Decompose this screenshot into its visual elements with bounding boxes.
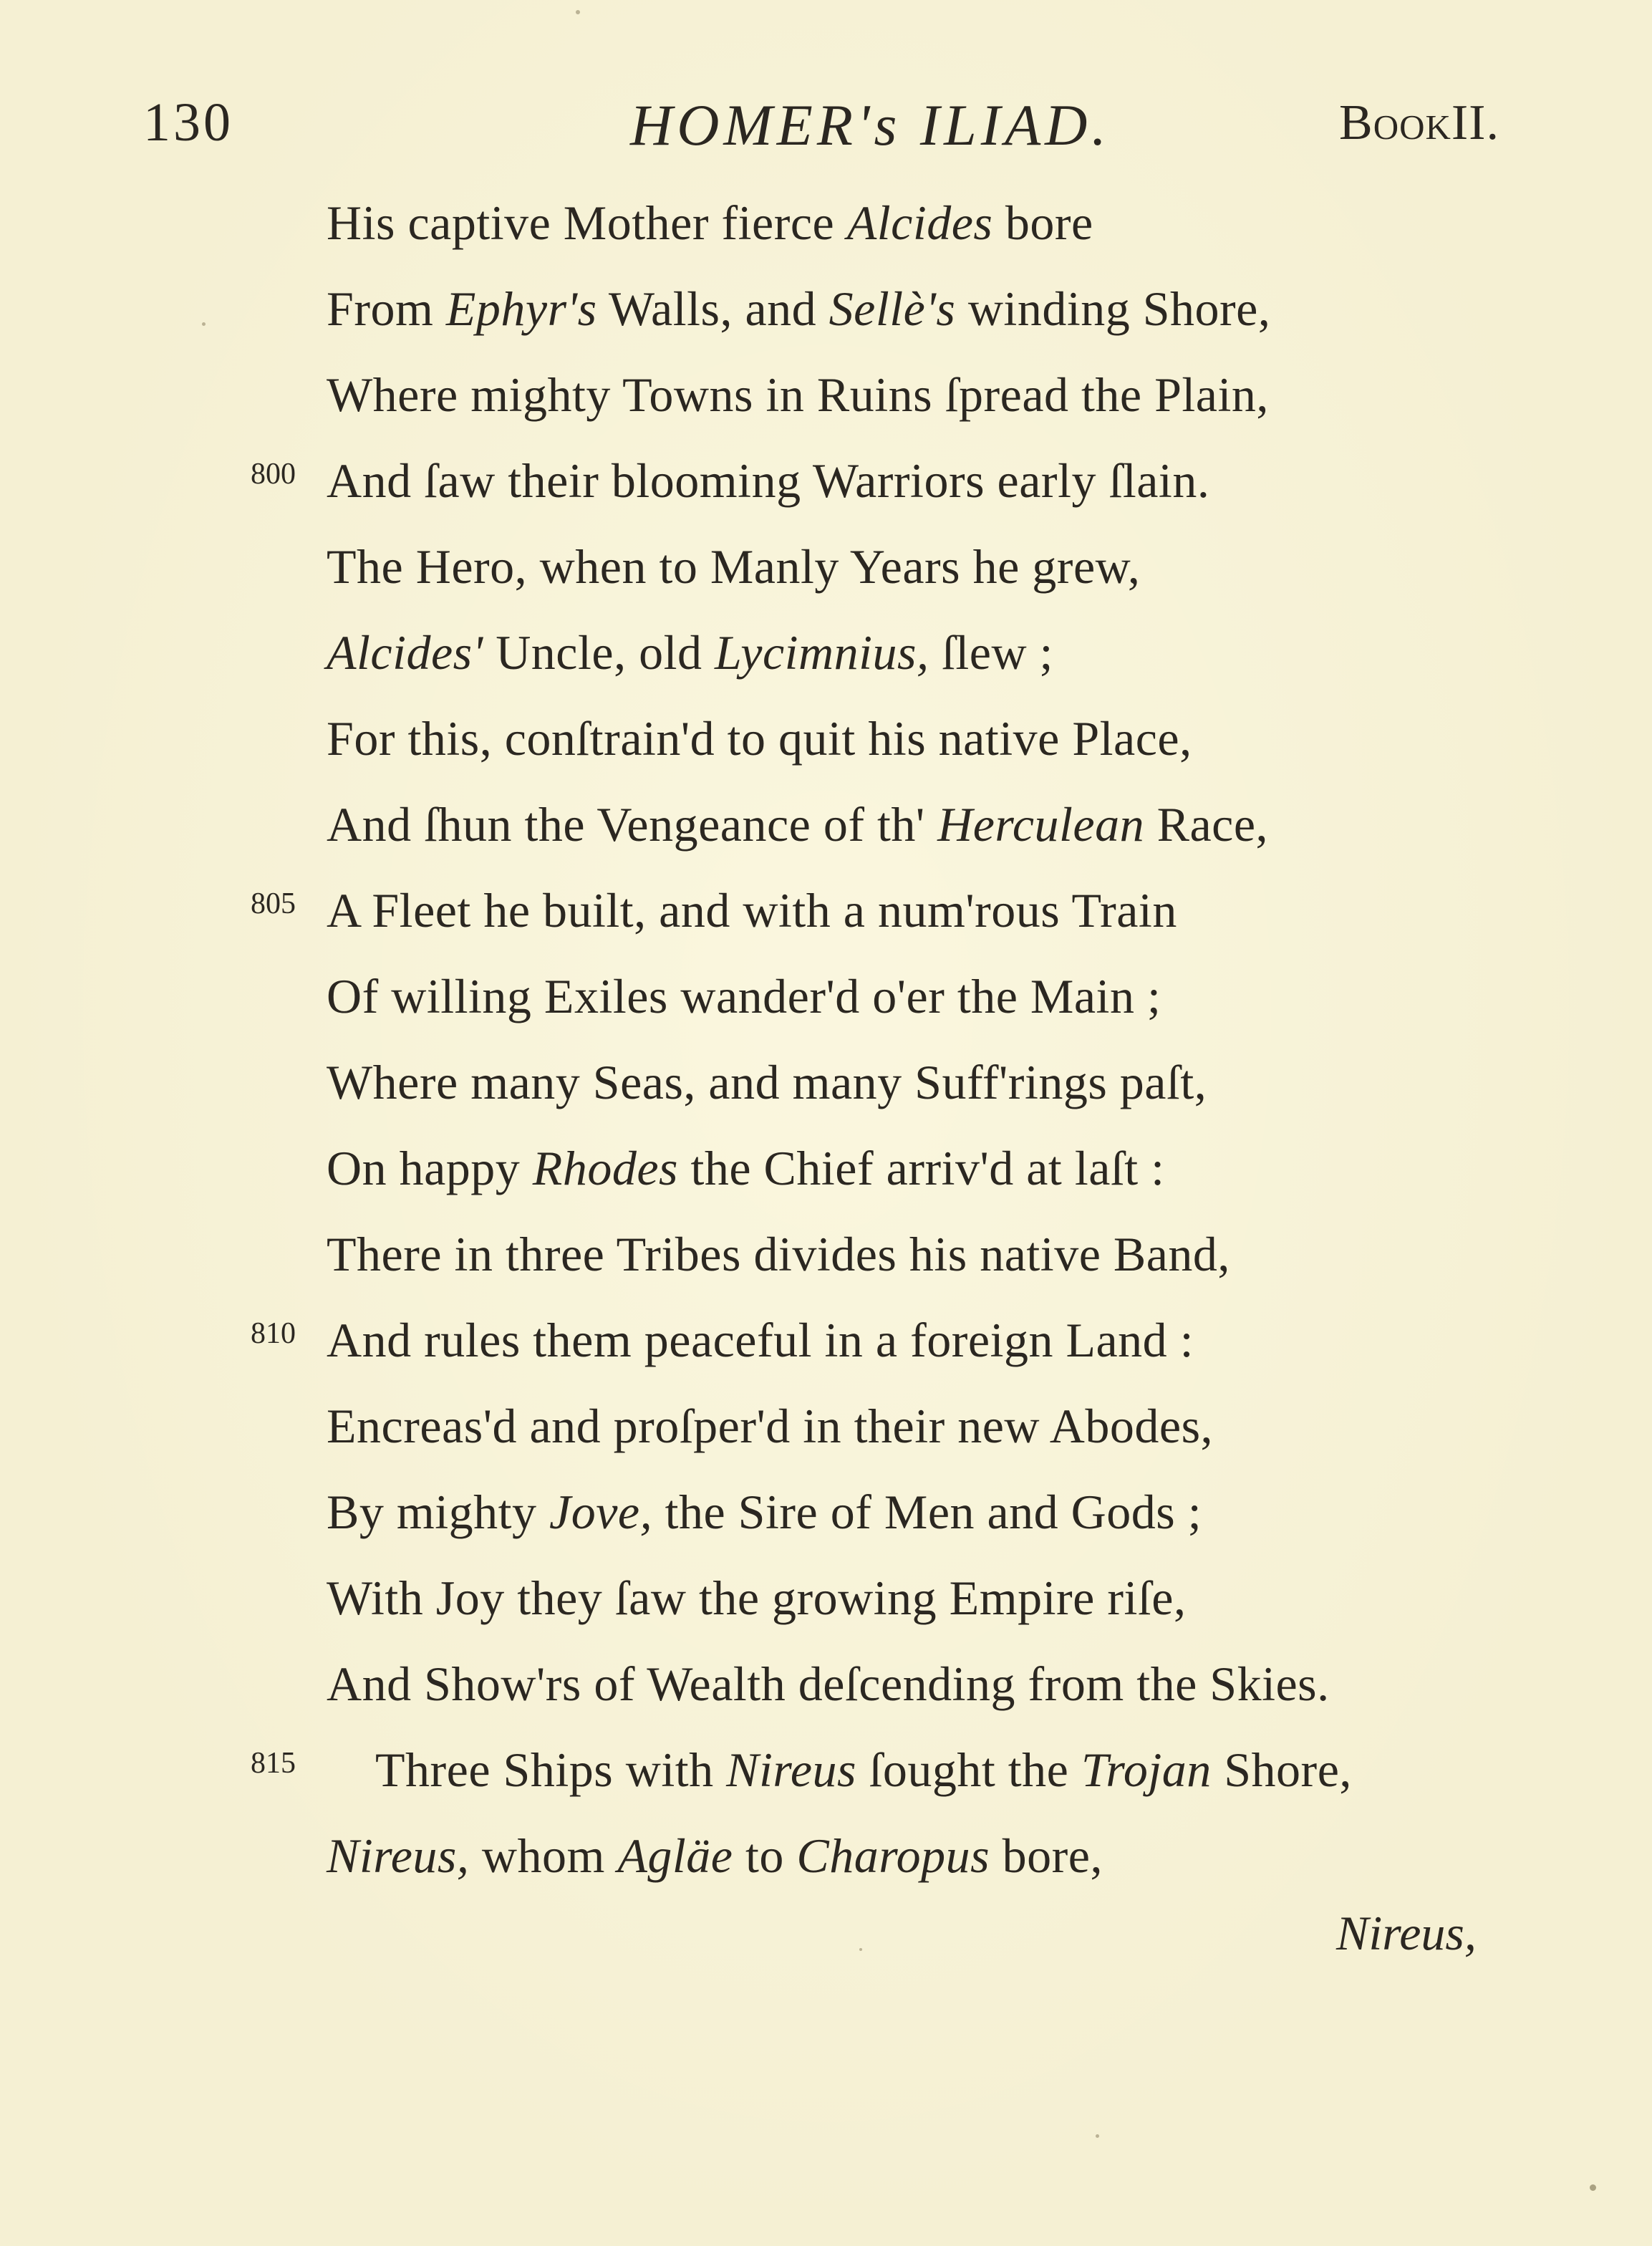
verse-italic-text: Ephyr's	[445, 281, 597, 336]
verse-text: the Chief arriv'd at laſt :	[677, 1141, 1165, 1195]
verse-text: the Sire of Men and Gods ;	[652, 1485, 1202, 1539]
verse-text: And ſaw their blooming Warriors early ſlain.	[327, 453, 1210, 508]
catchword: Nireus,	[1336, 1906, 1477, 1960]
verse-line	[327, 539, 1140, 595]
verse-text: to	[733, 1828, 797, 1883]
verse-line	[327, 1398, 1213, 1455]
paper-speck	[202, 322, 206, 326]
verse-italic-text: Lycimnius,	[714, 625, 929, 680]
verse-italic-text: Nireus,	[327, 1828, 470, 1883]
verse-text: A Fleet he built, and with a num'rous Train	[327, 883, 1177, 938]
running-title: HOMER's ILIAD.	[630, 92, 1111, 158]
verse-text: And Show'rs of Wealth deſcending from the Skies.	[327, 1657, 1330, 1711]
verse-italic-text: Charopus	[796, 1828, 990, 1883]
verse-line	[327, 1656, 1330, 1712]
verse-text: The Hero, when to Manly Years he grew,	[327, 539, 1141, 594]
verse-text: And ſhun the Vengeance of th'	[327, 797, 938, 852]
verse-text: Encreas'd and proſper'd in their new Abodes,	[327, 1399, 1214, 1453]
verse-text: Race,	[1144, 797, 1269, 852]
verse-italic-text: Alcides	[846, 196, 993, 250]
verse-line	[327, 367, 1269, 423]
verse-italic-text: Rhodes	[532, 1141, 678, 1195]
verse-line	[327, 1570, 1186, 1626]
verse-text: Shore,	[1211, 1743, 1352, 1797]
verse-line	[327, 625, 1053, 681]
verse-italic-text: Sellè's	[829, 281, 956, 336]
verse-text: ſlew ;	[929, 625, 1053, 680]
verse-text: Three Ships with	[375, 1743, 727, 1797]
verse-text: Walls, and	[596, 281, 829, 336]
verse-text: whom	[469, 1828, 618, 1883]
book-numeral: II.	[1451, 95, 1499, 150]
verse-text: And rules them peaceful in a foreign Land :	[327, 1313, 1194, 1367]
verse-text: Where mighty Towns in Ruins ſpread the Plain,	[327, 367, 1269, 422]
verse-line	[327, 453, 1209, 509]
page-number: 130	[143, 92, 233, 153]
verse-text: From	[327, 281, 446, 336]
verse-line	[375, 1742, 1352, 1798]
verse-line	[327, 882, 1177, 939]
line-number: 805	[251, 887, 296, 920]
paper-speck	[576, 10, 580, 14]
verse-text: ſought the	[856, 1743, 1081, 1797]
verse-line	[327, 1054, 1207, 1111]
verse-italic-text: Agläe	[617, 1828, 733, 1883]
verse-line	[327, 710, 1192, 767]
book-label	[1339, 95, 1499, 152]
verse-text: There in three Tribes divides his native Band,	[327, 1227, 1230, 1281]
verse-text: With Joy they ſaw the growing Empire riſe,	[327, 1571, 1187, 1625]
verse-text: Of willing Exiles wander'd o'er the Main ;	[327, 969, 1161, 1023]
verse-text: bore	[992, 196, 1093, 250]
verse-line	[327, 1484, 1202, 1541]
verse-text: Where many Seas, and many Suff'rings paſt,	[327, 1055, 1207, 1109]
verse-line	[327, 968, 1161, 1025]
verse-text: winding Shore,	[955, 281, 1271, 336]
verse-line	[327, 1140, 1165, 1197]
verse-text: His captive Mother fierce	[327, 196, 847, 250]
verse-text: For this, conſtrain'd to quit his native Place,	[327, 711, 1192, 766]
verse-line	[327, 281, 1270, 337]
line-number: 810	[251, 1317, 296, 1350]
line-number: 800	[251, 458, 296, 491]
verse-line	[327, 796, 1268, 853]
verse-line	[327, 1226, 1230, 1283]
verse-italic-text: Trojan	[1081, 1743, 1212, 1797]
book-word: Book	[1339, 95, 1451, 150]
verse-line	[327, 1828, 1103, 1884]
paper-speck	[1096, 2134, 1099, 2138]
paper-speck	[859, 1948, 862, 1951]
verse-italic-text: Jove,	[549, 1485, 653, 1539]
verse-line	[327, 1312, 1194, 1369]
verse-italic-text: Herculean	[937, 797, 1145, 852]
verse-text: bore,	[990, 1828, 1103, 1883]
running-header	[0, 92, 1652, 170]
verse-italic-text: Nireus	[726, 1743, 856, 1797]
line-number: 815	[251, 1747, 296, 1780]
verse-text: By mighty	[327, 1485, 550, 1539]
paper-speck	[1590, 2184, 1596, 2191]
verse-text: Uncle, old	[483, 625, 715, 680]
verse-line	[327, 195, 1093, 251]
verse-text: On happy	[327, 1141, 533, 1195]
verse-italic-text: Alcides'	[327, 625, 483, 680]
